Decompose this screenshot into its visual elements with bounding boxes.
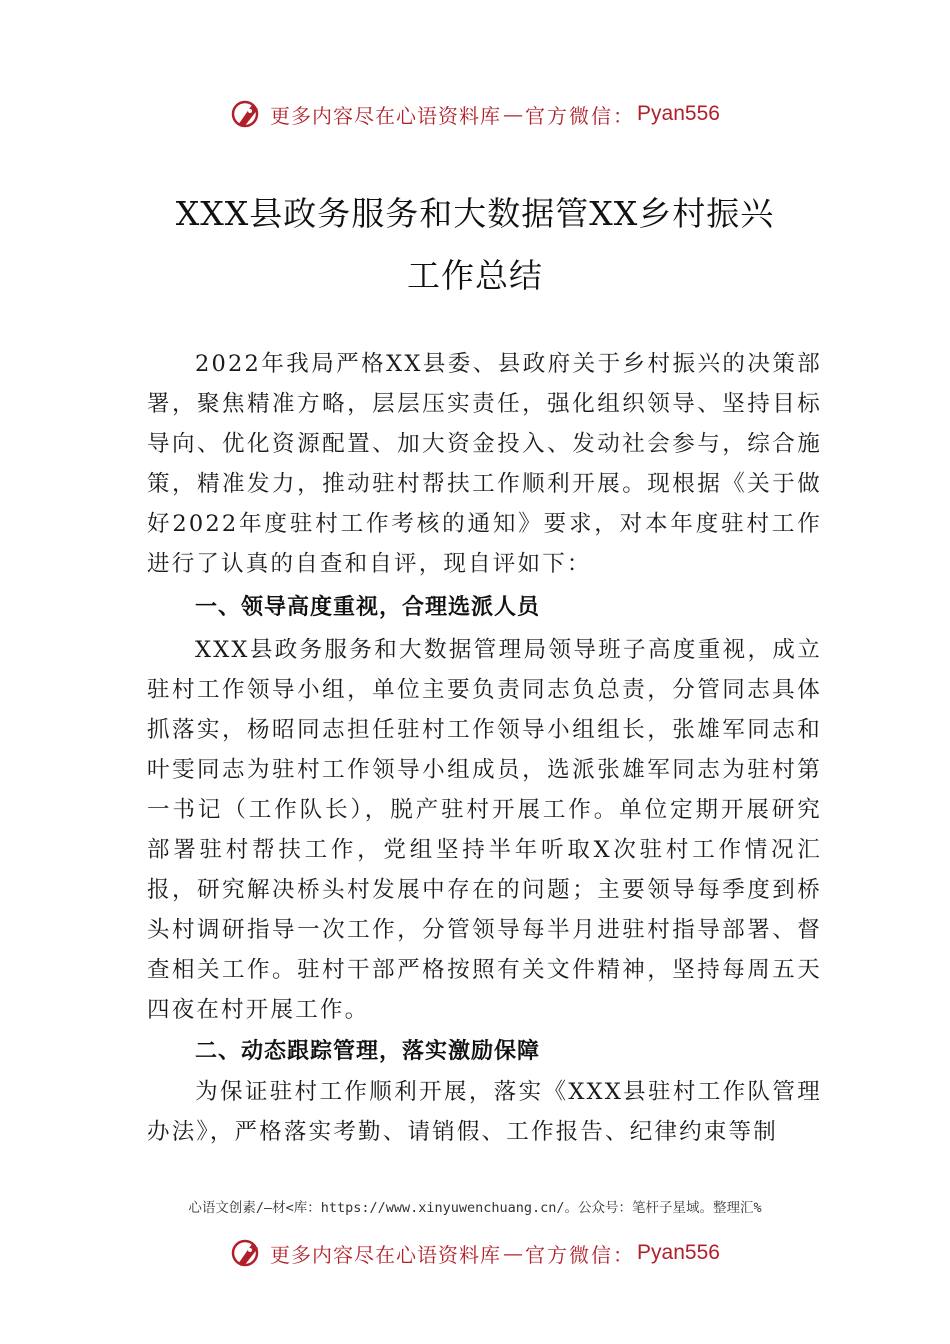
intro-text: 2022年我局严格XX县委、县政府关于乡村振兴的决策部署，聚焦精准方略，层层压实责任，强化组织领导、坚持目标导向、优化资源配置、加大资金投入、发动社会参与，综合施策，精准发力，推动驻村帮扶工作顺利开展。现根据《关于做好2022年度驻村工作考核的通知》要求，对本年度驻村工作进行了认真的自查和自评，现自评如下： (147, 351, 822, 577)
banner-separator: — (503, 102, 524, 126)
top-banner[interactable] (0, 94, 950, 134)
banner-wechat-label: 官方微信： (525, 103, 636, 128)
section-heading-2: 二、动态跟踪管理，落实激励保障 (195, 1039, 541, 1064)
section-heading-1: 一、领导高度重视，合理选派人员 (195, 595, 541, 620)
banner-text: 更多内容尽在心语资料库 (270, 103, 502, 128)
banner-text: 更多内容尽在心语资料库 (270, 1242, 502, 1267)
banner-wechat-id: Pyan556 (637, 1241, 720, 1264)
banner-wechat-label: 官方微信： (525, 1242, 636, 1267)
document-title-line2: 工作总结 (407, 256, 543, 295)
section1-text: XXX县政务服务和大数据管理局领导班子高度重视，成立驻村工作领导小组，单位主要负责同志负总责，分管同志具体抓落实，杨昭同志担任驻村工作领导小组组长，张雄军同志和叶雯同志为驻村工作领导小组成员，选派张雄军同志为驻村第一书记（工作队长），脱产驻村开展工作。单位定期开展研究部署驻村帮扶工作，党组坚持半年听取X次驻村工作情况汇报，研究解决桥头村发展中存在的问题；主要领导每季度到桥头村调研指导一次工作，分管领导每半月进驻村指导部署、督查相关工作。驻村干部严格按照有关文件精神，坚持每周五天四夜在村开展工作。 (147, 637, 822, 1023)
pen-nib-icon (230, 97, 264, 131)
bottom-banner[interactable] (0, 1233, 950, 1273)
banner-wechat-id: Pyan556 (637, 102, 720, 125)
document-title-line1: XXX县政务服务和大数据管XX乡村振兴 (175, 194, 775, 233)
footer-watermark-note: 心语文创素/—材<库：https://www.xinyuwenchuang.cn/。公众号：笔杆子星域。整理汇% (188, 1200, 762, 1216)
section1-paragraph (147, 630, 822, 1030)
intro-paragraph (147, 344, 822, 584)
banner-separator: — (503, 1241, 524, 1265)
section2-text: 为保证驻村工作顺利开展，落实《XXX县驻村工作队管理办法》，严格落实考勤、请销假、工作报告、纪律约束等制 (147, 1079, 822, 1145)
pen-nib-icon (230, 1236, 264, 1270)
section2-paragraph (147, 1072, 822, 1152)
